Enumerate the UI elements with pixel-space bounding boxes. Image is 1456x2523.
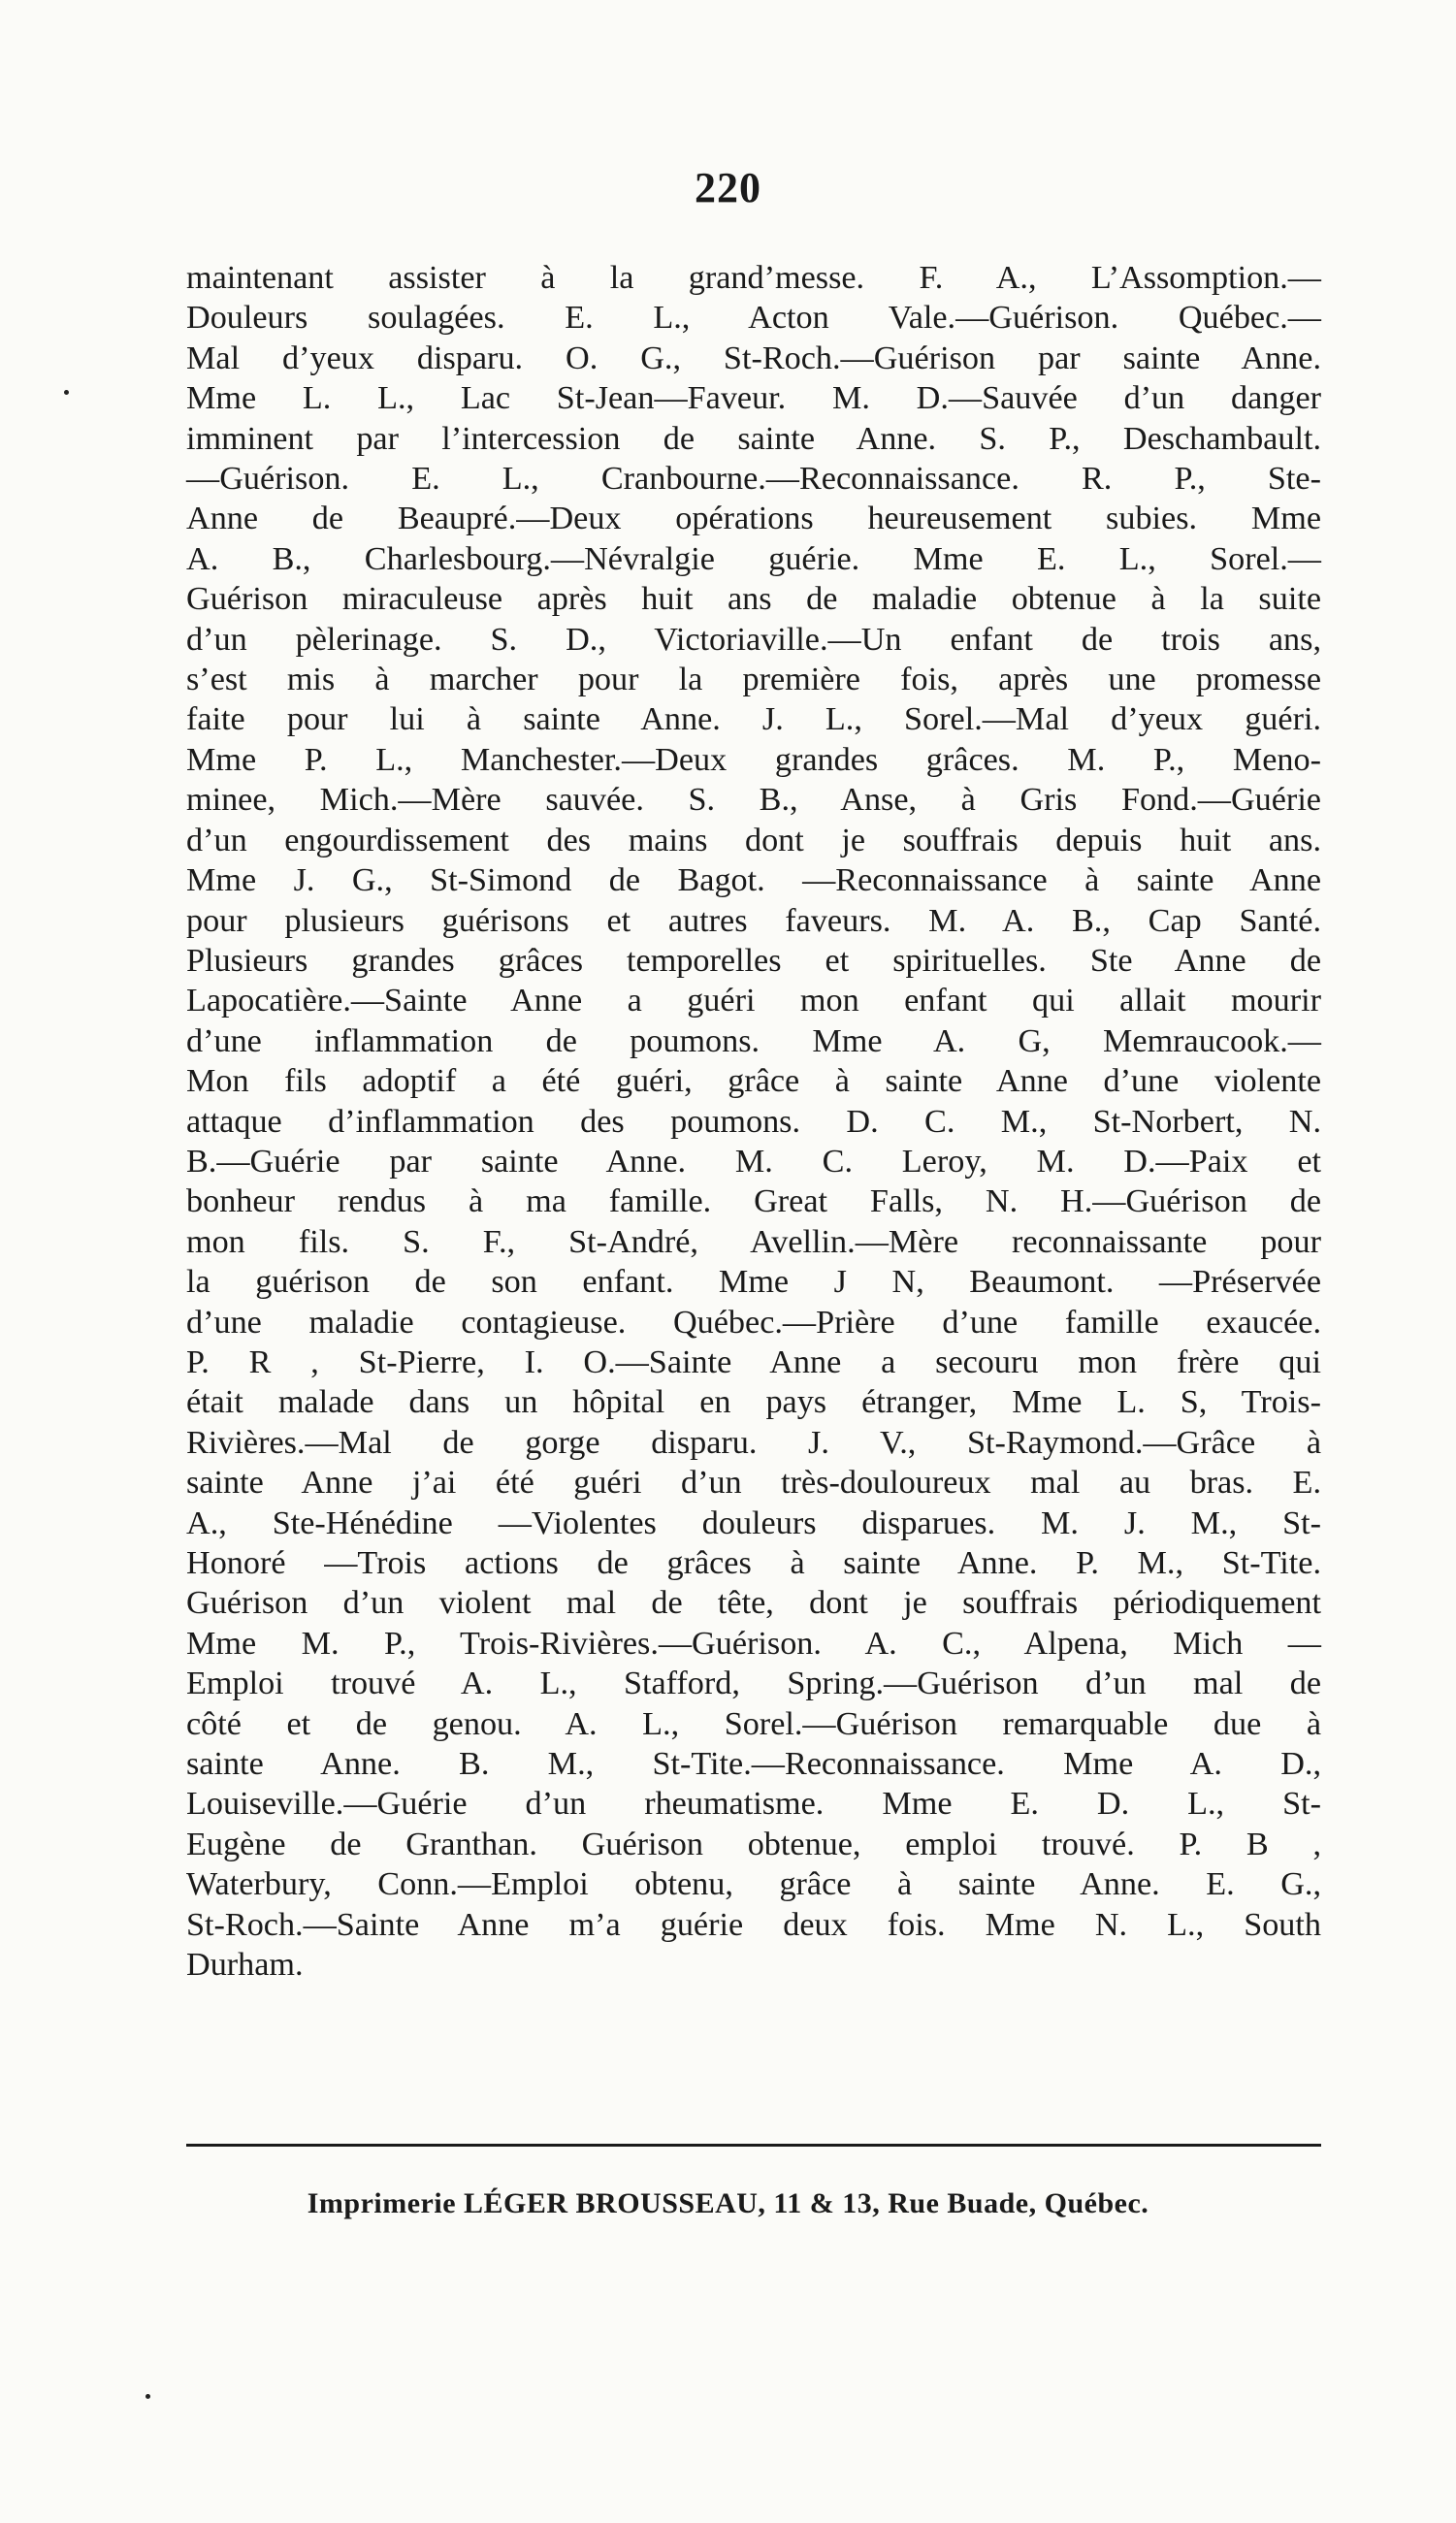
- text-line: pour plusieurs guérisons et autres faveurs. M. A. B., Cap Santé.: [186, 902, 1321, 939]
- text-line: Lapocatière.—Sainte Anne a guéri mon enfant qui allait mourir: [186, 983, 1321, 1019]
- text-line: Mme L. L., Lac St-Jean—Faveur. M. D.—Sauvée d’un danger: [186, 380, 1321, 417]
- text-line: Plusieurs grandes grâces temporelles et spirituelles. Ste Anne de: [186, 942, 1321, 979]
- text-line: d’une inflammation de poumons. Mme A. G, Memraucook.—: [186, 1022, 1321, 1059]
- text-line: s’est mis à marcher pour la première fois, après une promesse: [186, 662, 1321, 698]
- text-line: —Guérison. E. L., Cranbourne.—Reconnaissance. R. P., Ste-: [186, 461, 1321, 498]
- text-line: la guérison de son enfant. Mme J N, Beaumont. —Préservée: [186, 1264, 1321, 1301]
- text-line: maintenant assister à la grand’messe. F. A., L’Assomption.—: [186, 260, 1321, 296]
- text-line: attaque d’inflammation des poumons. D. C. M., St-Norbert, N.: [186, 1103, 1321, 1140]
- separator-rule: [186, 2144, 1321, 2147]
- stray-mark: [146, 2394, 150, 2399]
- text-line: d’un pèlerinage. S. D., Victoriaville.—Un enfant de trois ans,: [186, 621, 1321, 658]
- text-line: B.—Guérie par sainte Anne. M. C. Leroy, M. D.—Paix et: [186, 1143, 1321, 1180]
- text-line: sainte Anne j’ai été guéri d’un très-douloureux mal au bras. E.: [186, 1465, 1321, 1502]
- text-line: était malade dans un hôpital en pays étranger, Mme L. S, Trois-: [186, 1384, 1321, 1421]
- stray-mark: [64, 390, 69, 395]
- text-line: Louiseville.—Guérie d’un rheumatisme. Mme E. D. L., St-: [186, 1786, 1321, 1823]
- text-line: Rivières.—Mal de gorge disparu. J. V., St-Raymond.—Grâce à: [186, 1424, 1321, 1461]
- text-line: P. R , St-Pierre, I. O.—Sainte Anne a secouru mon frère qui: [186, 1343, 1321, 1380]
- page-number: 220: [695, 164, 761, 211]
- text-line: minee, Mich.—Mère sauvée. S. B., Anse, à Gris Fond.—Guérie: [186, 782, 1321, 819]
- text-line: Emploi trouvé A. L., Stafford, Spring.—Guérison d’un mal de: [186, 1666, 1321, 1702]
- text-line: faite pour lui à sainte Anne. J. L., Sorel.—Mal d’yeux guéri.: [186, 701, 1321, 738]
- text-line: Guérison miraculeuse après huit ans de maladie obtenue à la suite: [186, 581, 1321, 618]
- text-line: Waterbury, Conn.—Emploi obtenu, grâce à sainte Anne. E. G.,: [186, 1866, 1321, 1903]
- text-line: imminent par l’intercession de sainte Anne. S. P., Deschambault.: [186, 420, 1321, 457]
- text-line: côté et de genou. A. L., Sorel.—Guérison remarquable due à: [186, 1705, 1321, 1742]
- text-line: Mme J. G., St-Simond de Bagot. —Reconnaissance à sainte Anne: [186, 862, 1321, 899]
- text-line: Eugène de Granthan. Guérison obtenue, emploi trouvé. P. B ,: [186, 1826, 1321, 1862]
- text-line: sainte Anne. B. M., St-Tite.—Reconnaissance. Mme A. D.,: [186, 1746, 1321, 1783]
- text-line: Guérison d’un violent mal de tête, dont je souffrais périodiquement: [186, 1585, 1321, 1622]
- text-line: Mon fils adoptif a été guéri, grâce à sainte Anne d’une violente: [186, 1063, 1321, 1100]
- text-line: Mme M. P., Trois-Rivières.—Guérison. A. C., Alpena, Mich —: [186, 1625, 1321, 1662]
- text-line: Douleurs soulagées. E. L., Acton Vale.—Guérison. Québec.—: [186, 300, 1321, 337]
- text-line: Mal d’yeux disparu. O. G., St-Roch.—Guérison par sainte Anne.: [186, 340, 1321, 376]
- printer-imprint: Imprimerie LÉGER BROUSSEAU, 11 & 13, Rue Buade, Québec.: [307, 2187, 1149, 2219]
- text-line: d’une maladie contagieuse. Québec.—Prière d’une famille exaucée.: [186, 1304, 1321, 1341]
- text-line: Honoré —Trois actions de grâces à sainte Anne. P. M., St-Tite.: [186, 1545, 1321, 1581]
- text-line: Durham.: [186, 1947, 304, 1984]
- text-line: Anne de Beaupré.—Deux opérations heureusement subies. Mme: [186, 501, 1321, 537]
- body-text: [186, 258, 1321, 1985]
- text-line: A. B., Charlesbourg.—Névralgie guérie. Mme E. L., Sorel.—: [186, 540, 1321, 577]
- text-line: bonheur rendus à ma famille. Great Falls, N. H.—Guérison de: [186, 1183, 1321, 1220]
- text-line: d’un engourdissement des mains dont je souffrais depuis huit ans.: [186, 822, 1321, 858]
- text-line: mon fils. S. F., St-André, Avellin.—Mère reconnaissante pour: [186, 1223, 1321, 1260]
- text-line: Mme P. L., Manchester.—Deux grandes grâces. M. P., Meno-: [186, 741, 1321, 778]
- text-line: St-Roch.—Sainte Anne m’a guérie deux fois. Mme N. L., South: [186, 1906, 1321, 1943]
- text-line: A., Ste-Hénédine —Violentes douleurs disparues. M. J. M., St-: [186, 1504, 1321, 1541]
